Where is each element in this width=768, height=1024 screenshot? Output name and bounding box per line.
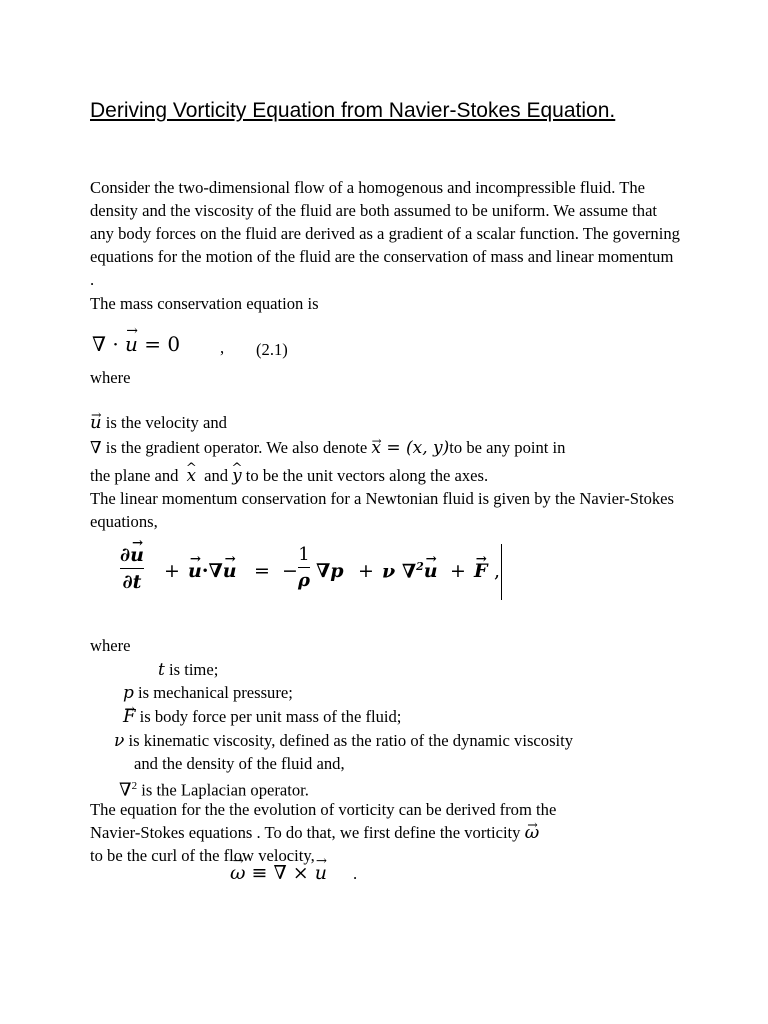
def-body-force (123, 705, 401, 728)
ns-viscous-term: ν ∇$^2$→ u (382, 560, 438, 582)
def-pressure (123, 681, 293, 705)
nu-symbol: ν (114, 731, 125, 751)
point-text: to be any point in (449, 438, 566, 457)
ns-plus-2: + (358, 560, 374, 582)
point-symbol: → x (371, 437, 381, 460)
unit-vectors-line (90, 464, 488, 487)
velocity-definition (90, 411, 227, 434)
pressure-text: is mechanical pressure; (133, 683, 293, 702)
ns-body-force: → F (474, 560, 488, 582)
mass-conservation-intro: The mass conservation equation is (90, 294, 319, 313)
laplacian-sup: 2 (131, 780, 138, 792)
viscosity-text: is kinematic viscosity, defined as the ratio of the dynamic viscosity (124, 731, 574, 750)
equation-2-1 (92, 332, 288, 359)
pressure-symbol: p (123, 683, 134, 703)
omega-symbol: → ω (525, 821, 540, 844)
cursor-bar (501, 544, 502, 600)
force-symbol: → F (123, 705, 136, 728)
force-text: is body force per unit mass of the fluid; (135, 707, 402, 726)
and-text: and (199, 466, 233, 485)
navier-stokes-equation (120, 544, 520, 600)
eq-velocity-var: → u (125, 332, 138, 356)
vorticity-line-2: Navier-Stokes equations . To do that, we first define the vorticity → ω (90, 821, 539, 844)
def-time (158, 658, 218, 682)
where-label-2: where (90, 636, 131, 655)
curl-equation (230, 862, 357, 885)
axes-text: to be the unit vectors along the axes. (241, 466, 489, 485)
ns-convective-term: → u·∇→ u (188, 560, 237, 582)
def-viscosity-cont: and the density of the fluid and, (134, 754, 345, 773)
velocity-symbol: → u (90, 411, 102, 434)
laplacian-text: is the Laplacian operator. (137, 780, 309, 800)
intro-paragraph: Consider the two-dimensional flow of a homogenous and incompressible fluid. The density and the viscosity of the fluid are both assumed to be uniform. We assume that any body forces on the fluid are derived as a gradient of a scalar function. The governing equations for the motion of the fluid are the conservation of mass and linear momentum . (90, 178, 680, 289)
laplacian-symbol: ∇ (119, 779, 132, 801)
where-label-1: where (90, 368, 131, 387)
time-symbol: t (158, 660, 165, 680)
point-expression: = (x, y) (380, 438, 450, 458)
fraction-bar (120, 568, 144, 569)
ns-pressure-gradient: ∇p (316, 560, 344, 582)
y-hat-symbol: ^ y (232, 464, 241, 487)
equation-number: (2.1) (256, 340, 288, 359)
time-text: is time; (164, 660, 219, 679)
partial-t: ∂t (122, 571, 142, 593)
eq-comma: , (220, 338, 225, 357)
def-viscosity (114, 729, 573, 753)
eq-lhs: ∇ · (92, 332, 126, 356)
page-title: Deriving Vorticity Equation from Navier-Stokes Equation. (90, 99, 616, 122)
ns-comma: , (494, 560, 501, 582)
ns-plus-1: + (164, 560, 180, 582)
one-over-rho: 1 ρ (298, 544, 310, 591)
plane-text: the plane and (90, 466, 183, 485)
vorticity-line-1: The equation for the the evolution of vorticity can be derived from the (90, 800, 557, 819)
ns-minus: − (282, 560, 298, 582)
ns-velocity: → u (130, 544, 144, 566)
curl-period: . (353, 864, 358, 883)
ns-plus-3: + (450, 560, 466, 582)
curl-operator: ≡ ∇ × (245, 862, 315, 884)
curl-velocity: → u (315, 862, 327, 884)
x-hat-symbol: ^ x (187, 464, 196, 487)
vorticity-line-3: to be the curl of the flow velocity, (90, 846, 315, 865)
nabla-symbol: ∇ (90, 438, 102, 457)
eq-rhs: = 0 (137, 332, 181, 356)
gradient-definition (90, 436, 565, 460)
du-dt-fraction: ∂→ u ∂t (120, 544, 144, 593)
velocity-text: is the velocity and (101, 413, 227, 432)
ns-equals: = (254, 560, 270, 582)
linear-momentum-paragraph: The linear momentum conservation for a Newtonian fluid is given by the Navier-Stokes equations, (90, 489, 674, 531)
curl-omega: → ω (230, 862, 246, 884)
gradient-text: is the gradient operator. We also denote (101, 438, 372, 457)
